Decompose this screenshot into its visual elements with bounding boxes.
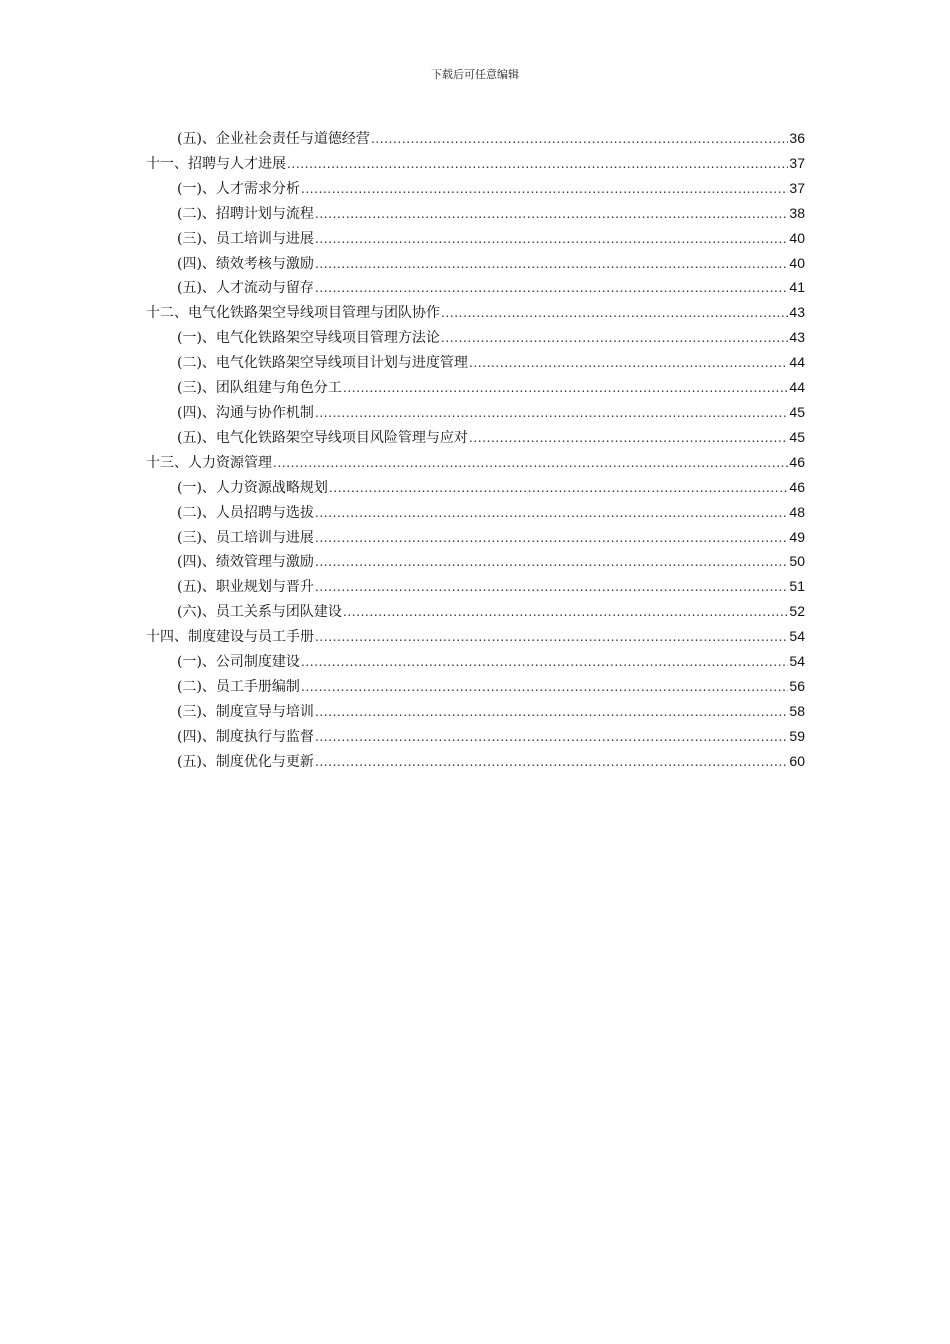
toc-section-entry[interactable] — [146, 525, 805, 550]
toc-page-number: 37 — [789, 154, 805, 171]
toc-dot-leader — [315, 276, 788, 301]
toc-entry-label: (二)、电气化铁路架空导线项目计划与进度管理 — [177, 355, 468, 372]
toc-section-entry[interactable] — [146, 251, 805, 276]
toc-dot-leader — [315, 700, 788, 725]
toc-page-number: 56 — [789, 677, 805, 694]
toc-dot-leader — [315, 575, 788, 600]
toc-dot-leader — [343, 376, 788, 401]
toc-page-number: 44 — [789, 354, 805, 371]
toc-dot-leader — [441, 326, 788, 351]
toc-entry-label: (一)、电气化铁路架空导线项目管理方法论 — [177, 330, 440, 347]
toc-chapter-entry[interactable] — [146, 151, 805, 176]
toc-entry-label: (四)、绩效考核与激励 — [177, 255, 314, 272]
toc-entry-label: (二)、招聘计划与流程 — [177, 205, 314, 222]
toc-section-entry[interactable] — [146, 649, 805, 674]
toc-page-number: 60 — [789, 752, 805, 769]
toc-section-entry[interactable] — [146, 549, 805, 574]
toc-page-number: 49 — [789, 528, 805, 545]
toc-dot-leader — [315, 750, 788, 775]
toc-dot-leader — [315, 227, 788, 252]
toc-entry-label: (一)、人才需求分析 — [177, 180, 300, 197]
toc-section-entry[interactable] — [146, 699, 805, 724]
toc-page-number: 48 — [789, 503, 805, 520]
toc-section-entry[interactable] — [146, 500, 805, 525]
page-header: 下载后可任意编辑 — [431, 68, 519, 81]
toc-dot-leader — [315, 501, 788, 526]
toc-entry-label: (四)、沟通与协作机制 — [177, 404, 314, 421]
toc-entry-label: 十二、电气化铁路架空导线项目管理与团队协作 — [146, 305, 440, 322]
toc-page-number: 36 — [789, 130, 805, 146]
toc-entry-label: (二)、员工手册编制 — [177, 678, 300, 695]
toc-entry-label: (六)、员工关系与团队建设 — [177, 604, 342, 621]
toc-page-number: 37 — [789, 179, 805, 196]
toc-entry-label: (四)、绩效管理与激励 — [177, 554, 314, 571]
toc-page-number: 54 — [789, 628, 805, 645]
toc-section-entry[interactable] — [146, 724, 805, 749]
toc-dot-leader — [301, 650, 788, 675]
toc-dot-leader — [441, 301, 788, 326]
toc-entry-label: 十三、人力资源管理 — [146, 454, 272, 471]
toc-page-number: 58 — [789, 702, 805, 719]
toc-section-entry[interactable] — [146, 201, 805, 226]
toc-section-entry[interactable] — [146, 749, 805, 774]
toc-section-entry[interactable] — [146, 574, 805, 599]
toc-page-number: 45 — [789, 403, 805, 420]
toc-page-number: 43 — [789, 304, 805, 321]
toc-section-entry[interactable] — [146, 275, 805, 300]
toc-dot-leader — [315, 202, 788, 227]
toc-page-number: 59 — [789, 727, 805, 744]
toc-page-number: 44 — [789, 379, 805, 396]
toc-page-number: 40 — [789, 254, 805, 271]
toc-entry-label: (三)、员工培训与进展 — [177, 230, 314, 247]
toc-page-number: 52 — [789, 603, 805, 620]
toc-dot-leader — [315, 401, 788, 426]
toc-chapter-entry[interactable] — [146, 624, 805, 649]
toc-chapter-entry[interactable] — [146, 450, 805, 475]
toc-page-number: 50 — [789, 553, 805, 570]
toc-page-number: 38 — [789, 204, 805, 221]
toc-dot-leader — [371, 127, 788, 152]
toc-dot-leader — [343, 600, 788, 625]
toc-dot-leader — [315, 625, 788, 650]
toc-page-number: 46 — [789, 478, 805, 495]
toc-page-number: 40 — [789, 229, 805, 246]
toc-entry-label: (五)、企业社会责任与道德经营 — [177, 131, 370, 147]
toc-entry-label: 十四、制度建设与员工手册 — [146, 629, 314, 646]
toc-dot-leader — [287, 152, 788, 177]
toc-section-entry[interactable] — [146, 126, 805, 151]
toc-section-entry[interactable] — [146, 674, 805, 699]
toc-section-entry[interactable] — [146, 176, 805, 201]
toc-page-number: 54 — [789, 653, 805, 670]
toc-dot-leader — [469, 351, 788, 376]
toc-section-entry[interactable] — [146, 375, 805, 400]
toc-entry-label: (三)、员工培训与进展 — [177, 529, 314, 546]
toc-dot-leader — [301, 177, 788, 202]
toc-chapter-entry[interactable] — [146, 300, 805, 325]
toc-entry-label: (五)、电气化铁路架空导线项目风险管理与应对 — [177, 429, 468, 446]
toc-entry-label: 十一、招聘与人才进展 — [146, 155, 286, 172]
toc-dot-leader — [329, 476, 788, 501]
table-of-contents — [146, 126, 805, 774]
toc-dot-leader — [301, 675, 788, 700]
toc-entry-label: (二)、人员招聘与选拔 — [177, 504, 314, 521]
toc-section-entry[interactable] — [146, 350, 805, 375]
toc-entry-label: (一)、人力资源战略规划 — [177, 479, 328, 496]
toc-dot-leader — [315, 725, 788, 750]
toc-entry-label: (一)、公司制度建设 — [177, 654, 300, 671]
toc-entry-label: (四)、制度执行与监督 — [177, 728, 314, 745]
toc-section-entry[interactable] — [146, 599, 805, 624]
toc-entry-label: (五)、人才流动与留存 — [177, 280, 314, 297]
toc-dot-leader — [315, 550, 788, 575]
toc-entry-label: (三)、团队组建与角色分工 — [177, 380, 342, 397]
toc-page-number: 46 — [789, 453, 805, 470]
toc-page-number: 51 — [789, 578, 805, 595]
toc-section-entry[interactable] — [146, 475, 805, 500]
toc-dot-leader — [273, 451, 788, 476]
toc-dot-leader — [315, 252, 788, 277]
toc-entry-label: (五)、制度优化与更新 — [177, 753, 314, 770]
toc-section-entry[interactable] — [146, 400, 805, 425]
toc-dot-leader — [315, 526, 788, 551]
toc-page-number: 41 — [789, 279, 805, 296]
toc-dot-leader — [469, 426, 788, 451]
toc-page-number: 43 — [789, 329, 805, 346]
toc-entry-label: (三)、制度宣导与培训 — [177, 703, 314, 720]
toc-section-entry[interactable] — [146, 325, 805, 350]
toc-entry-label: (五)、职业规划与晋升 — [177, 579, 314, 596]
toc-section-entry[interactable] — [146, 226, 805, 251]
toc-page-number: 45 — [789, 428, 805, 445]
toc-section-entry[interactable] — [146, 425, 805, 450]
